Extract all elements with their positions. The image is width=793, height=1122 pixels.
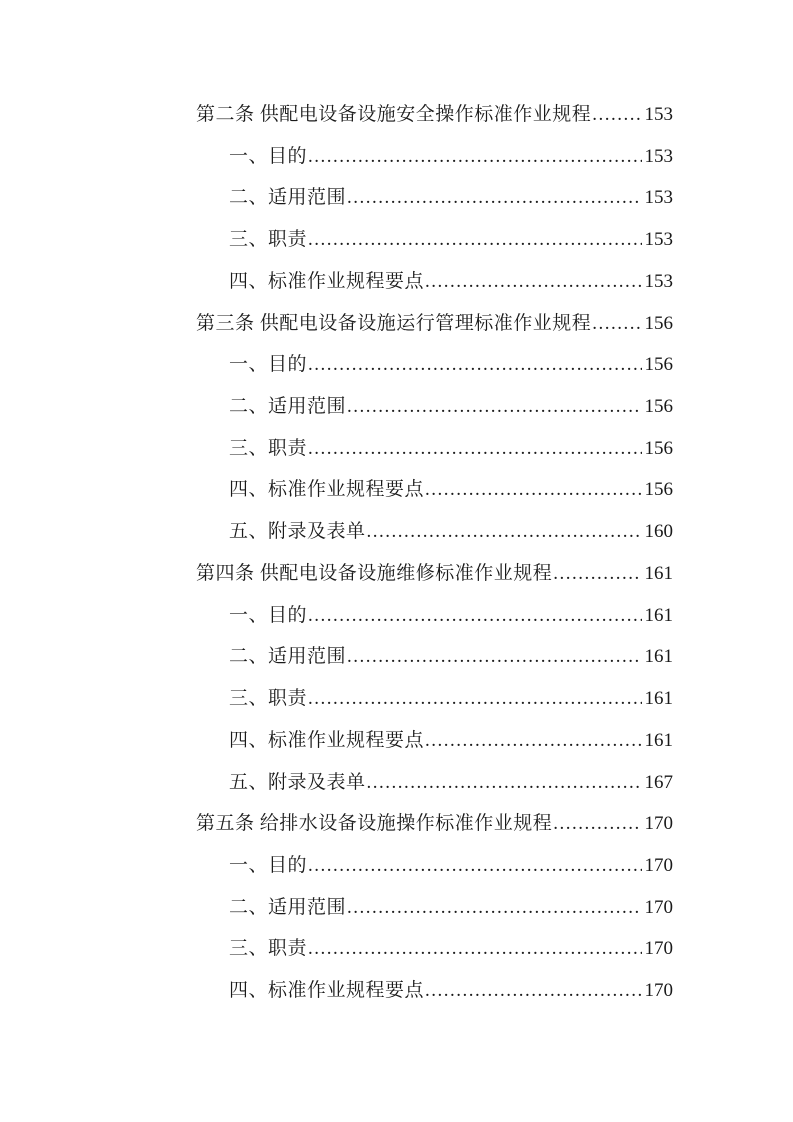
toc-entry-page-number: 161 bbox=[644, 688, 673, 710]
toc-entry-page-number: 161 bbox=[644, 562, 673, 584]
toc-entry-5[interactable] bbox=[196, 261, 673, 303]
toc-entry-16[interactable] bbox=[196, 720, 673, 762]
toc-dot-leader bbox=[367, 511, 642, 553]
toc-dot-leader bbox=[347, 177, 641, 219]
toc-entry-page-number: 161 bbox=[644, 646, 673, 668]
toc-entry-17[interactable] bbox=[196, 762, 673, 804]
toc-entry-3[interactable] bbox=[196, 177, 673, 219]
toc-entry-4[interactable] bbox=[196, 219, 673, 261]
toc-entry-page-number: 153 bbox=[644, 145, 673, 167]
toc-dot-leader bbox=[592, 303, 641, 345]
toc-dot-leader bbox=[425, 261, 641, 303]
toc-entry-page-number: 156 bbox=[644, 437, 673, 459]
toc-entry-18[interactable] bbox=[196, 803, 673, 845]
toc-entry-22[interactable] bbox=[196, 970, 673, 1012]
toc-dot-leader bbox=[347, 636, 641, 678]
toc-dot-leader bbox=[425, 720, 641, 762]
toc-entry-label: 二、适用范围 bbox=[229, 187, 347, 209]
toc-entry-2[interactable] bbox=[196, 136, 673, 178]
toc-dot-leader bbox=[347, 386, 641, 428]
toc-dot-leader bbox=[308, 136, 641, 178]
toc-entry-page-number: 170 bbox=[644, 938, 673, 960]
toc-dot-leader bbox=[308, 428, 641, 470]
toc-dot-leader bbox=[308, 928, 641, 970]
toc-entry-15[interactable] bbox=[196, 678, 673, 720]
toc-entry-label: 五、附录及表单 bbox=[229, 521, 366, 543]
toc-entry-1[interactable] bbox=[196, 94, 673, 136]
table-of-contents bbox=[196, 94, 673, 1012]
toc-entry-page-number: 153 bbox=[644, 270, 673, 292]
toc-entry-page-number: 153 bbox=[644, 104, 673, 125]
toc-dot-leader bbox=[347, 887, 641, 929]
toc-entry-14[interactable] bbox=[196, 636, 673, 678]
toc-entry-label: 二、适用范围 bbox=[229, 646, 347, 668]
toc-entry-20[interactable] bbox=[196, 887, 673, 929]
toc-entry-19[interactable] bbox=[196, 845, 673, 887]
toc-entry-10[interactable] bbox=[196, 469, 673, 511]
toc-entry-12[interactable] bbox=[196, 553, 673, 595]
toc-entry-page-number: 170 bbox=[644, 854, 673, 876]
toc-entry-page-number: 160 bbox=[644, 521, 673, 543]
toc-entry-label: 一、目的 bbox=[229, 354, 308, 376]
toc-dot-leader bbox=[308, 344, 641, 386]
toc-entry-page-number: 156 bbox=[644, 354, 673, 376]
toc-entry-page-number: 170 bbox=[644, 980, 673, 1002]
toc-dot-leader bbox=[308, 595, 641, 637]
toc-entry-label: 四、标准作业规程要点 bbox=[229, 479, 425, 501]
toc-dot-leader bbox=[425, 970, 641, 1012]
toc-entry-label: 四、标准作业规程要点 bbox=[229, 980, 425, 1002]
toc-entry-label: 二、适用范围 bbox=[229, 396, 347, 418]
toc-entry-label: 第三条 供配电设备设施运行管理标准作业规程 bbox=[196, 312, 592, 334]
toc-entry-label: 一、目的 bbox=[229, 604, 308, 626]
toc-entry-9[interactable] bbox=[196, 428, 673, 470]
toc-entry-label: 四、标准作业规程要点 bbox=[229, 729, 425, 751]
toc-dot-leader bbox=[425, 469, 641, 511]
toc-dot-leader bbox=[592, 94, 641, 136]
toc-entry-13[interactable] bbox=[196, 595, 673, 637]
toc-entry-label: 三、职责 bbox=[229, 437, 308, 459]
toc-entry-label: 四、标准作业规程要点 bbox=[229, 270, 425, 292]
toc-entry-label: 第五条 给排水设备设施操作标准作业规程 bbox=[196, 813, 553, 835]
toc-dot-leader bbox=[367, 762, 642, 804]
toc-entry-label: 三、职责 bbox=[229, 229, 308, 251]
toc-entry-page-number: 161 bbox=[644, 729, 673, 751]
toc-entry-page-number: 167 bbox=[644, 771, 673, 793]
toc-dot-leader bbox=[553, 553, 641, 595]
toc-entry-6[interactable] bbox=[196, 303, 673, 345]
toc-entry-21[interactable] bbox=[196, 928, 673, 970]
toc-entry-page-number: 153 bbox=[644, 187, 673, 209]
toc-entry-label: 三、职责 bbox=[229, 688, 308, 710]
toc-entry-page-number: 161 bbox=[644, 604, 673, 626]
toc-entry-label: 一、目的 bbox=[229, 145, 308, 167]
toc-dot-leader bbox=[308, 678, 641, 720]
toc-entry-7[interactable] bbox=[196, 344, 673, 386]
toc-entry-8[interactable] bbox=[196, 386, 673, 428]
toc-entry-11[interactable] bbox=[196, 511, 673, 553]
toc-dot-leader bbox=[308, 845, 641, 887]
toc-entry-page-number: 156 bbox=[644, 479, 673, 501]
toc-entry-label: 第四条 供配电设备设施维修标准作业规程 bbox=[196, 562, 553, 584]
toc-entry-page-number: 170 bbox=[644, 813, 673, 835]
toc-entry-page-number: 156 bbox=[644, 396, 673, 418]
toc-entry-label: 二、适用范围 bbox=[229, 896, 347, 918]
toc-dot-leader bbox=[553, 803, 641, 845]
toc-entry-page-number: 170 bbox=[644, 896, 673, 918]
toc-entry-label: 五、附录及表单 bbox=[229, 771, 366, 793]
toc-dot-leader bbox=[308, 219, 641, 261]
toc-entry-label: 三、职责 bbox=[229, 938, 308, 960]
toc-entry-label: 一、目的 bbox=[229, 854, 308, 876]
toc-entry-page-number: 156 bbox=[644, 312, 673, 334]
toc-entry-label: 第二条 供配电设备设施安全操作标准作业规程 bbox=[196, 104, 592, 125]
toc-entry-page-number: 153 bbox=[644, 229, 673, 251]
